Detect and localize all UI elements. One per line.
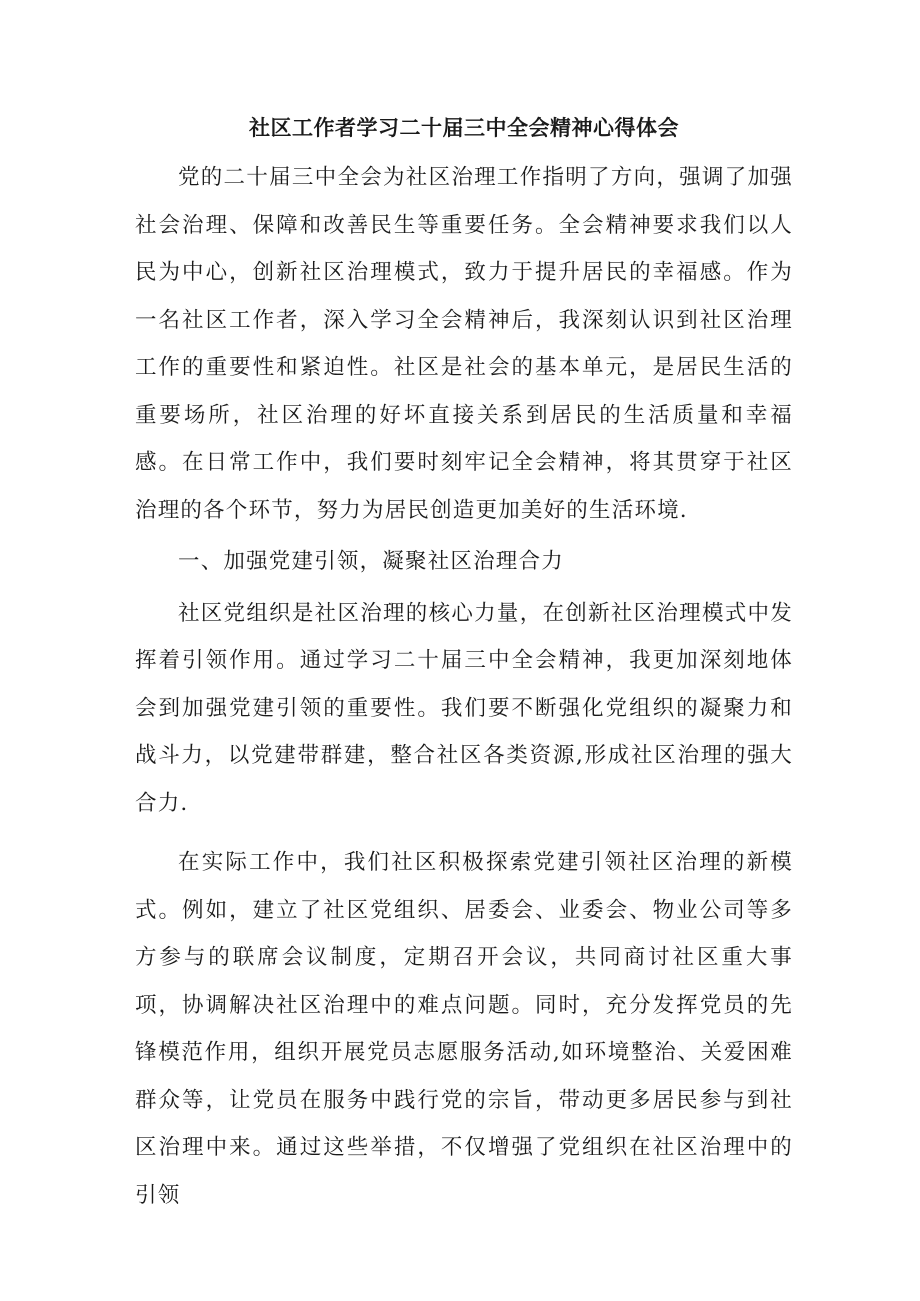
intro-paragraph: 党的二十届三中全会为社区治理工作指明了方向，强调了加强社会治理、保障和改善民生等重要任务。全会精神要求我们以人民为中心，创新社区治理模式，致力于提升居民的幸福感。作为一名社区工作者，深入学习全会精神后，我深刻认识到社区治理工作的重要性和紧迫性。社区是社会的基本单元，是居民生活的重要场所，社区治理的好坏直接关系到居民的生活质量和幸福感。在日常工作中，我们要时刻牢记全会精神，将其贯穿于社区治理的各个环节，努力为居民创造更加美好的生活环境. bbox=[135, 165, 793, 523]
body-paragraph-2: 在实际工作中，我们社区积极探索党建引领社区治理的新模式。例如，建立了社区党组织、居委会、业委会、物业公司等多方参与的联席会议制度，定期召开会议，共同商讨社区重大事项，协调解决社区治理中的难点问题。同时，充分发挥党员的先锋模范作用，组织开展党员志愿服务活动,如环境整治、关爱困难群众等，让党员在服务中践行党的宗旨，带动更多居民参与到社区治理中来。通过这些举措，不仅增强了党组织在社区治理中的引领 bbox=[135, 850, 793, 1208]
body-paragraph-1: 社区党组织是社区治理的核心力量，在创新社区治理模式中发挥着引领作用。通过学习二十届三中全会精神，我更加深刻地体会到加强党建引领的重要性。我们要不断强化党组织的凝聚力和战斗力，以党建带群建，整合社区各类资源,形成社区治理的强大合力. bbox=[135, 600, 793, 816]
section-heading-1: 一、加强党建引领，凝聚社区治理合力 bbox=[178, 549, 564, 574]
document-title: 社区工作者学习二十届三中全会精神心得体会 bbox=[249, 115, 679, 140]
